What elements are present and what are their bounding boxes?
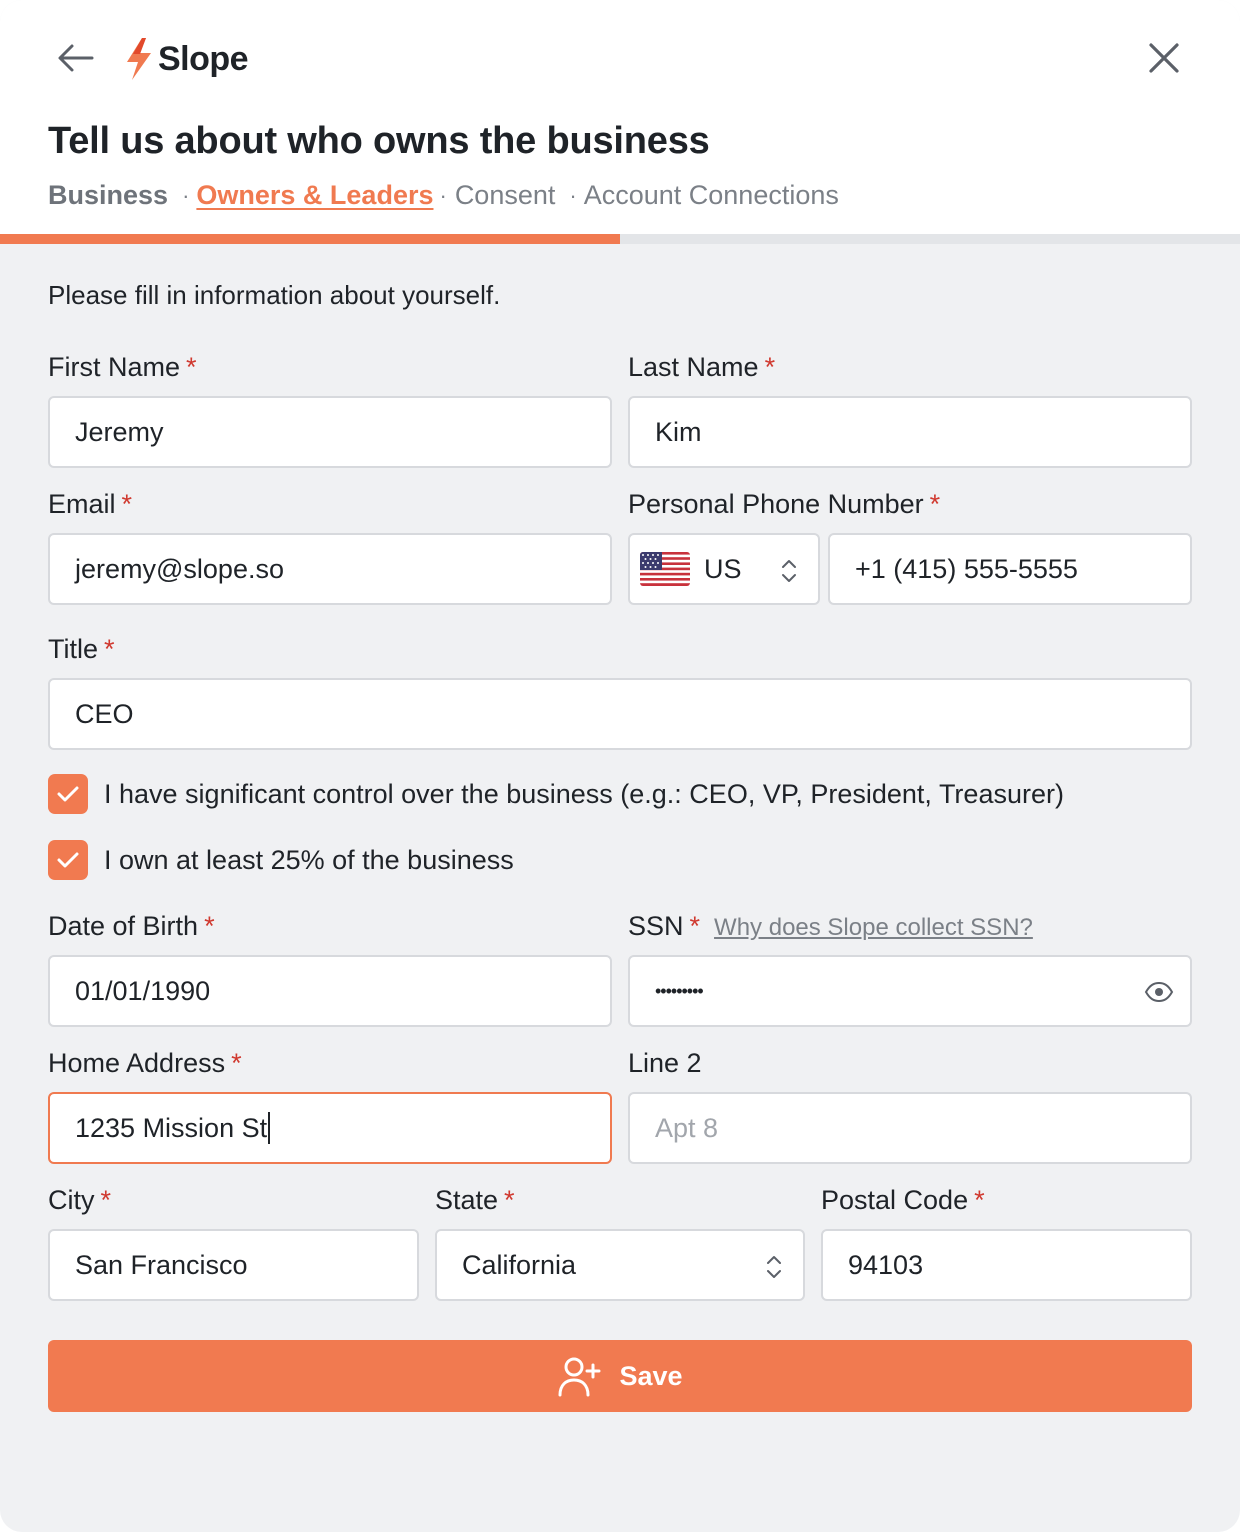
- brand-name: Slope: [158, 39, 249, 78]
- state-label: [435, 1185, 515, 1216]
- email-label: [48, 489, 132, 520]
- step-business[interactable]: Business: [48, 180, 169, 210]
- address-value: 1235 Mission St: [75, 1112, 268, 1143]
- title-input[interactable]: [48, 678, 1192, 750]
- country-code-select[interactable]: [628, 533, 820, 605]
- last-name-label: [628, 352, 775, 383]
- page-title: Tell us about who owns the business: [48, 120, 710, 162]
- city-value: San Francisco: [75, 1249, 248, 1280]
- postal-code-label-text: Postal Code: [821, 1185, 969, 1215]
- ownership-checkbox[interactable]: [48, 840, 88, 880]
- modal-header: [0, 0, 1240, 234]
- ssn-label: [628, 911, 1033, 942]
- progress-bar: [0, 234, 1240, 244]
- ssn-help-link[interactable]: Why does Slope collect SSN?: [714, 914, 1033, 941]
- title-label: [48, 634, 115, 665]
- ownership-label: I own at least 25% of the business: [104, 844, 514, 875]
- title-value: CEO: [75, 698, 134, 729]
- city-input[interactable]: [48, 1229, 419, 1301]
- line2-label: [628, 1048, 702, 1079]
- required-marker: *: [186, 352, 197, 382]
- required-marker: *: [504, 1185, 515, 1215]
- phone-label-text: Personal Phone Number: [628, 489, 924, 519]
- save-button[interactable]: [48, 1340, 1192, 1412]
- ssn-masked-value: •••••••••: [655, 980, 703, 1001]
- country-code-value: US: [704, 553, 742, 584]
- significant-control-checkbox[interactable]: [48, 774, 88, 814]
- save-label: Save: [619, 1360, 683, 1391]
- required-marker: *: [231, 1048, 242, 1078]
- last-name-label-text: Last Name: [628, 352, 759, 382]
- city-label: [48, 1185, 111, 1216]
- dob-label-text: Date of Birth: [48, 911, 199, 941]
- arrow-left-icon: [56, 43, 96, 73]
- step-owners-leaders[interactable]: Owners & Leaders: [196, 180, 434, 210]
- required-marker: *: [764, 352, 776, 382]
- address-label-text: Home Address: [48, 1048, 226, 1078]
- add-user-icon: [557, 1355, 601, 1397]
- required-marker: *: [974, 1185, 985, 1215]
- phone-value: +1 (415) 555-5555: [855, 553, 1078, 584]
- first-name-input[interactable]: [48, 396, 612, 468]
- close-button[interactable]: [1140, 34, 1188, 82]
- first-name-label: [48, 352, 197, 383]
- lightning-bolt-icon: [124, 38, 154, 80]
- step-separator: ·: [569, 182, 577, 208]
- required-marker: *: [100, 1185, 112, 1215]
- required-marker: *: [204, 911, 215, 941]
- postal-code-value: 94103: [848, 1249, 924, 1280]
- line2-placeholder: Apt 8: [655, 1112, 719, 1143]
- dob-input[interactable]: [48, 955, 612, 1027]
- step-separator: ·: [439, 182, 447, 208]
- back-button[interactable]: [52, 36, 100, 80]
- close-icon: [1148, 42, 1180, 74]
- postal-code-label: [821, 1185, 985, 1216]
- checkmark-icon: [56, 851, 80, 869]
- address-input[interactable]: [48, 1092, 612, 1164]
- email-input[interactable]: [48, 533, 612, 605]
- step-consent[interactable]: Consent: [454, 180, 556, 210]
- step-account-connections[interactable]: Account Connections: [583, 180, 839, 210]
- required-marker: *: [929, 489, 941, 519]
- slope-logo: [124, 36, 248, 82]
- required-marker: *: [121, 489, 133, 519]
- line2-label-text: Line 2: [628, 1048, 702, 1078]
- text-caret: [268, 1112, 270, 1144]
- email-value: jeremy@slope.so: [75, 553, 284, 584]
- last-name-value: Kim: [655, 416, 702, 447]
- state-value: California: [462, 1249, 577, 1280]
- step-separator: ·: [182, 182, 190, 208]
- ssn-label-text: SSN: [628, 911, 684, 941]
- step-breadcrumb: [48, 180, 839, 211]
- dob-value: 01/01/1990: [75, 975, 211, 1006]
- chevron-updown-icon: [765, 1253, 783, 1281]
- us-flag-icon: [640, 552, 690, 586]
- chevron-updown-icon: [780, 557, 798, 585]
- line2-input[interactable]: [628, 1092, 1192, 1164]
- ssn-input[interactable]: [628, 955, 1192, 1027]
- progress-fill: [0, 234, 620, 244]
- significant-control-row: [48, 774, 1064, 814]
- significant-control-label: I have significant control over the business (e.g.: CEO, VP, President, Treasurer): [104, 778, 1064, 809]
- state-select[interactable]: [435, 1229, 805, 1301]
- first-name-label-text: First Name: [48, 352, 181, 382]
- city-label-text: City: [48, 1185, 95, 1215]
- required-marker: *: [104, 634, 115, 664]
- state-label-text: State: [435, 1185, 499, 1215]
- intro-text: Please fill in information about yourself.: [48, 280, 501, 310]
- last-name-input[interactable]: [628, 396, 1192, 468]
- email-label-text: Email: [48, 489, 116, 519]
- phone-input[interactable]: [828, 533, 1192, 605]
- dob-label: [48, 911, 215, 942]
- title-label-text: Title: [48, 634, 99, 664]
- eye-icon[interactable]: [1144, 977, 1174, 1007]
- phone-label: [628, 489, 940, 520]
- first-name-value: Jeremy: [75, 416, 164, 447]
- ownership-row: [48, 840, 514, 880]
- required-marker: *: [689, 911, 701, 941]
- address-label: [48, 1048, 242, 1079]
- postal-code-input[interactable]: [821, 1229, 1192, 1301]
- checkmark-icon: [56, 785, 80, 803]
